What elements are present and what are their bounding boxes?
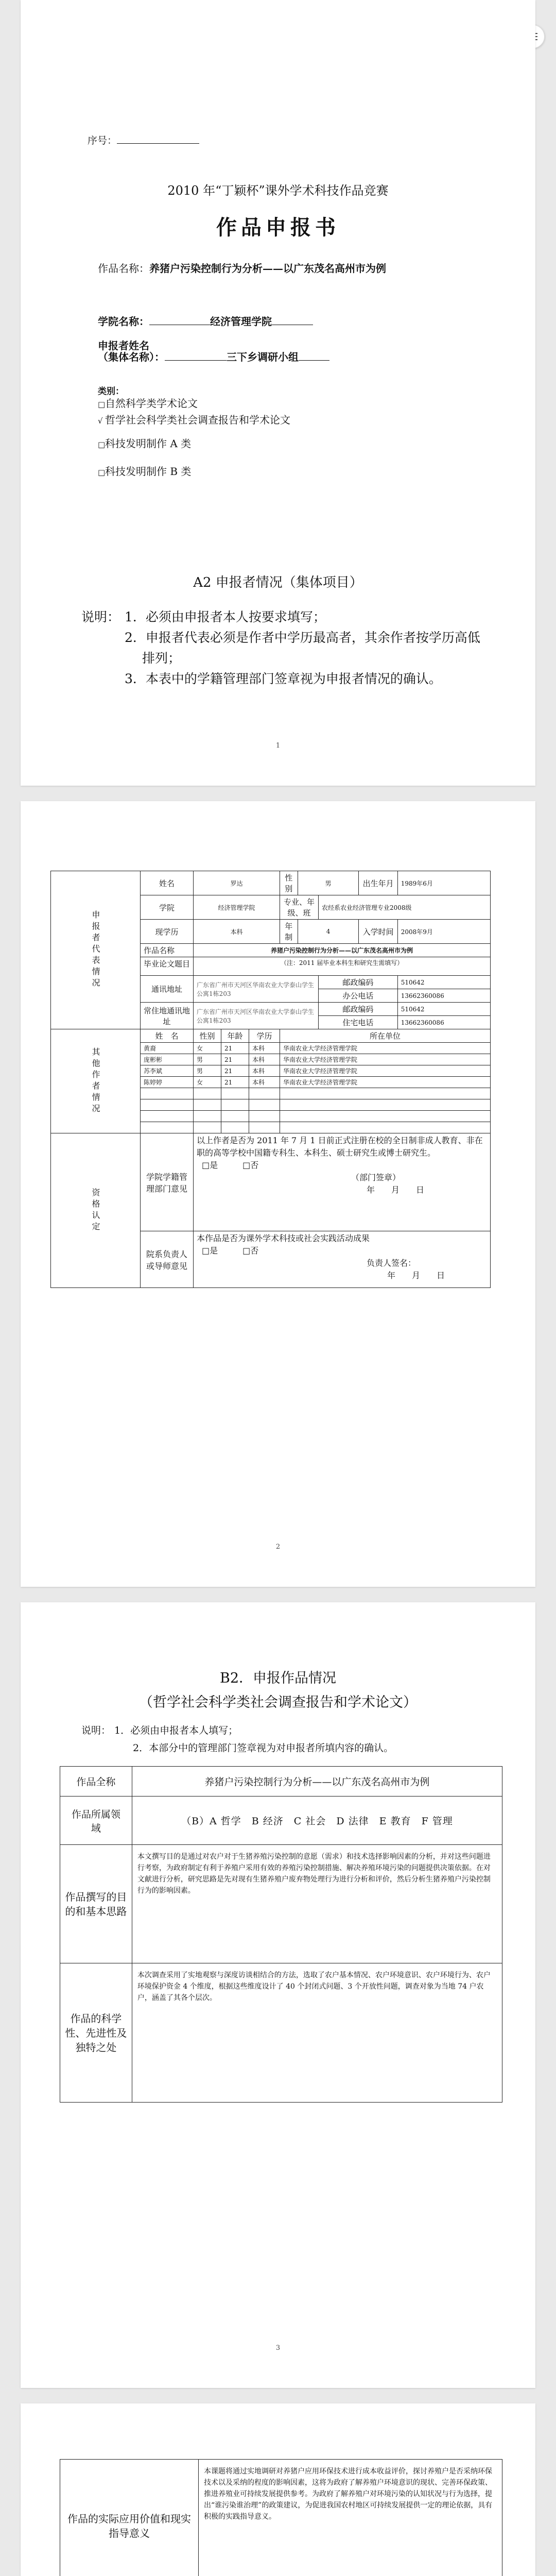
category-option: √ 哲学社会科学类社会调查报告和学术论文 — [98, 414, 290, 426]
section-title-b2: B2．申报作品情况 — [219, 1670, 337, 1686]
others-header: 姓 名 — [141, 1029, 194, 1043]
dean-text: 本作品是否为课外学术科技或社会实践活动成果 — [197, 1233, 370, 1243]
others-header: 所在单位 — [280, 1029, 491, 1043]
page-number: 2 — [275, 1543, 281, 1551]
side-label-rep: 申报者代表情况 — [51, 871, 141, 1029]
yes-no-options: □是 □否 — [202, 1246, 259, 1256]
dean-date: 年 月 日 — [387, 1270, 445, 1280]
dean-sign: 负责人签名： — [367, 1258, 416, 1268]
work-info-table-continued: 作品的实际应用价值和现实指导意义 本课题将通过实地调研对养猪户应用环保技术进行成本收益评价，探讨养殖户是否采纳环保技术以及采纳的程度的影响因素，这将为政府了解养殖户环境意识的现状、完善环保政策、推进养殖业可持续发展提供参考。为政府了解养殖户对环境污染的认知状况与行为选择，提出“谁污染谁治理”的政策建议，为促进我国农村地区可持续发展提供一定的理论依据，具有积极的实践指导意义。 — [60, 2459, 502, 2576]
work-name-row: 作品名称：养猪户污染控制行为分析——以广东茂名高州市为例 — [98, 262, 386, 275]
side-label-qual: 资格认定 — [51, 1133, 141, 1288]
serial-field: 序号： — [88, 133, 199, 147]
form-title: 作品申报书 — [216, 215, 340, 240]
page-number: 3 — [275, 2344, 281, 2352]
others-header: 性别 — [194, 1029, 221, 1043]
document-page-1 — [21, 0, 535, 786]
yes-no-options: □是 □否 — [202, 1160, 259, 1170]
dept-sign: （部门签章） — [351, 1173, 401, 1182]
document-page-4 — [21, 2403, 535, 2576]
category-list — [98, 396, 290, 480]
category-option: □自然科学类学术论文 — [98, 397, 198, 410]
table-row: 庞彬彬 男 21 本科 华南农业大学经济管理学院 — [51, 1054, 491, 1065]
applicant-row: 申报者姓名 （集体名称）： 三下乡调研小组 — [98, 340, 329, 363]
page-number: 1 — [275, 742, 281, 750]
category-option: □科技发明制作 B 类 — [98, 465, 192, 478]
work-info-table: 作品全称 养猪户污染控制行为分析——以广东茂名高州市为例 作品所属领 域 （B）A 哲学 B 经济 C 社会 D 法律 E 教育 F 管理 作品撰写的目的和基本思路 本文撰写目的是通过对农户对于生猪养殖污染控制的意愿（需求）和技术选择影响因素的分析，并对这些问题进行考察，为政府制定有利于养殖户采用有效的养殖污染控制措施、解决养殖环境污染的问题提供决策依据。在对文献进行分析，研究思路是先对现有生猪养殖户废弃物处理行为进行分析和评价，然后分析生猪养殖户污染控制行为的影响因素。 作品的科学性、先进性及独特之处 本次调查采用了实地观察与深度访谈相结合的方法，选取了农户基本情况、农户环境意识、农户环境行为、农户环境保护资金 4 个维度，根据这些维度设计了 40 个封闭式问题、3 个开放性问题，调查对象为当地 74 户农户，涵盖了其各个层次。 — [60, 1766, 502, 2103]
section-title-a2: A2 申报者情况（集体项目） — [193, 575, 363, 590]
contest-title: 2010 年“丁颖杯”课外学术科技作品竞赛 — [167, 183, 389, 198]
notes-block: 说明： 1．必须由申报者本人填写； 2．本部分中的管理部门签章视为对申报者所填内容的确认。 — [81, 1725, 394, 1754]
side-label-other: 其他作者情况 — [51, 1029, 141, 1133]
applicant-table: 申报者代表情况 姓名 罗达 性别 男 出生年月 1989年6月 学院 经济管理学院 专业、年级、班 农经系农业经济管理专业2008级 现学历 本科 年制 4 入学时间 2008年9月 作品名称 养猪户污染控制行为分析——以广东茂名高州市为例 毕业论文题目 （注：2011 届毕业本科生和研究生需填写） 通讯地址 广东省广州市天河区华南农业大学泰山学生公寓1栋203 邮政编码 510642 办公电话 13662360086 常住地通讯地址 广东省广州市天河区华南农业大学泰山学生公寓1栋203 邮政编码 510642 住宅电话 13662360086 其他作者情况 姓 名 性别 年龄 学历 所在单位 黄裔 女 21 本科 华南农业大学经济管理学院 庞彬彬 男 21 本科 华南农业大学经济管理学院 苏李斌 男 21 本科 华南农业大学经济管理学院 陈婷婷 女 21 本科 华南农业大学经济管理学院 资格认定 学院学籍管理部门意见 以上作者是否为 2011 年 7 月 1 日前正式注册在校的全日制非成人教育、非在职的高等学校中国籍专科生、本科生、硕士研究生或博士研究生。 □是 □否 （部门签章） 年 月 日 院系负责人或导师意见 本作品是否为课外学术科技或社会实践活动成果 □是 □否 负责人签名： 年 月 日 — [50, 871, 491, 1288]
document-page-3 — [21, 1602, 535, 2388]
document-page-2 — [21, 801, 535, 1587]
dept-text: 以上作者是否为 2011 年 7 月 1 日前正式注册在校的全日制非成人教育、非在职的高等学校中国籍专科生、本科生、硕士研究生或博士研究生。 — [197, 1136, 483, 1158]
table-row: 苏李斌 男 21 本科 华南农业大学经济管理学院 — [51, 1065, 491, 1077]
section-subtitle-b2: （哲学社会科学类社会调查报告和学术论文） — [139, 1694, 417, 1710]
others-header: 年龄 — [221, 1029, 249, 1043]
table-row: 黄裔 女 21 本科 华南农业大学经济管理学院 — [51, 1043, 491, 1054]
notes-block: 说明： 1．必须由申报者本人按要求填写； 2．申报者代表必须是作者中学历最高者，其余作者按学历高低排列； 3．本表中的学籍管理部门签章视为申报者情况的确认。 — [81, 609, 480, 686]
others-header: 学历 — [249, 1029, 280, 1043]
school-row: 学院名称： 经济管理学院 — [98, 313, 313, 328]
table-row: 陈婷婷 女 21 本科 华南农业大学经济管理学院 — [51, 1077, 491, 1088]
dept-date: 年 月 日 — [367, 1185, 425, 1195]
category-option: □科技发明制作 A 类 — [98, 437, 192, 450]
category-label: 类别： — [98, 386, 124, 397]
